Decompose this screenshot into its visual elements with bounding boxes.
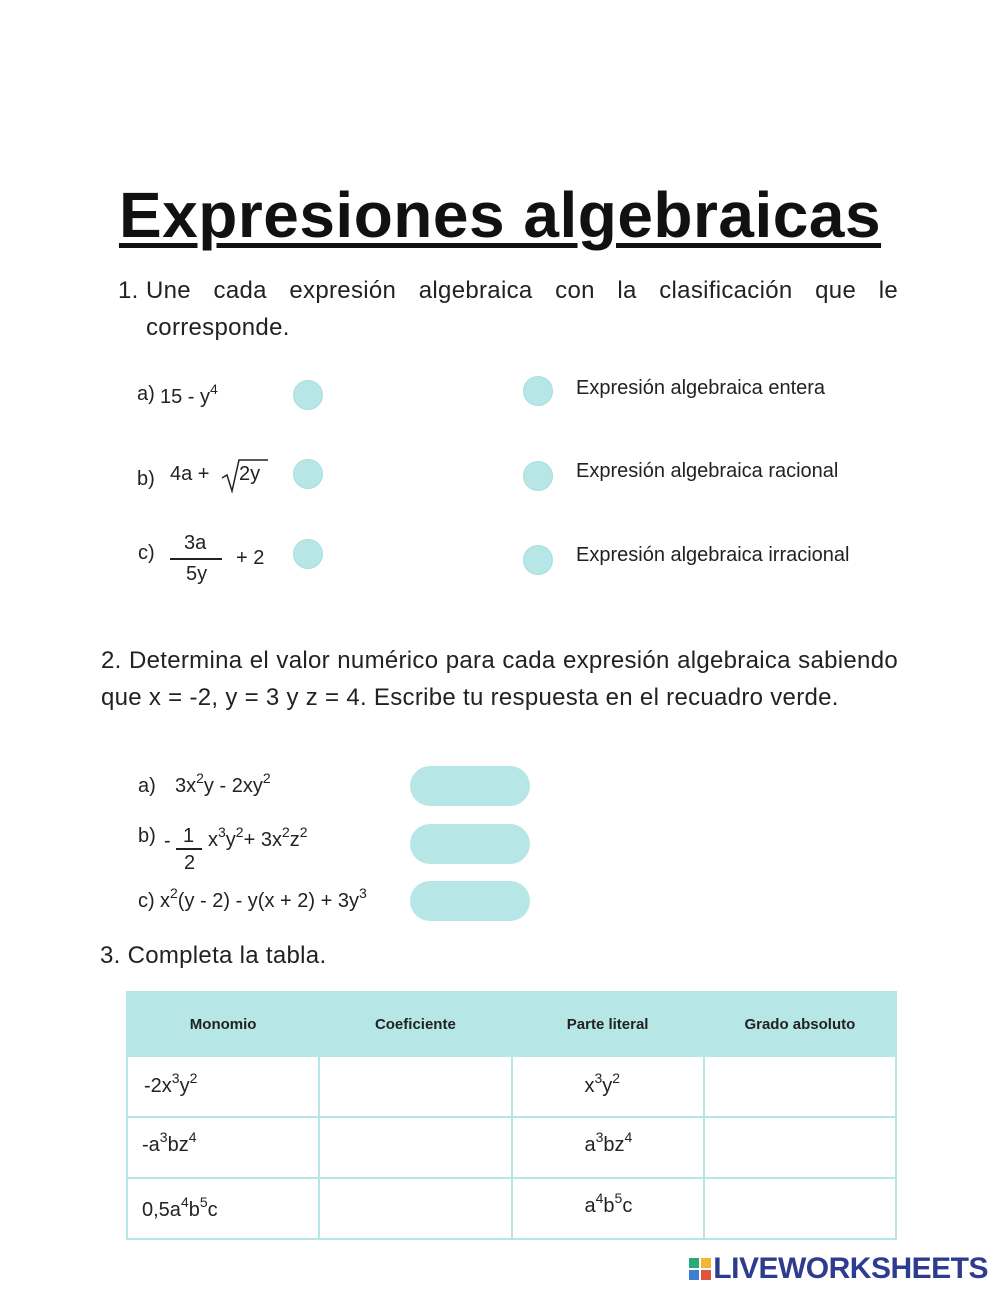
table-header-row	[127, 992, 896, 1056]
cell-monomio: $-a^3bz^4$	[127, 1117, 319, 1178]
section1-number: 1.	[118, 277, 139, 304]
brand-name: LIVEWORKSHEETS	[713, 1252, 988, 1285]
match-dot-c[interactable]	[293, 539, 323, 569]
item-c-label: c)	[138, 542, 155, 564]
item-a-label: a)	[137, 383, 155, 405]
cell-monomio: $-2x^3y^2$	[127, 1056, 319, 1117]
fraction-bar	[176, 848, 202, 850]
match-dot-entera[interactable]	[523, 376, 553, 406]
section2-instruction: 2. Determina el valor numérico para cada expresión algebraica sabiendo que x = -2, y = 3 y z = 4. Escribe tu respuesta en el recuadro verde.	[101, 647, 898, 711]
cell-grado-input[interactable]	[704, 1178, 896, 1239]
monomial-table	[126, 991, 897, 1240]
item2-b-label: b)	[138, 825, 156, 847]
match-dot-irracional[interactable]	[523, 545, 553, 575]
cell-monomio: $0,5a^4b^5c$	[127, 1178, 319, 1239]
item2-a-label: a)	[138, 775, 156, 797]
item2-b-expression: $x^3y^2+ 3x^2z^2$	[208, 824, 308, 851]
item-a-expression: $15 - y^4$	[160, 381, 218, 408]
item2-b-numerator: 1	[183, 825, 195, 847]
table-row	[127, 1056, 896, 1117]
classification-racional: Expresión algebraica racional	[576, 460, 839, 482]
table-row	[127, 1178, 896, 1239]
item2-a-expression: $3x^2y - 2xy^2$	[175, 770, 271, 797]
section1-instruction: Une cada expresión algebraica con la clasificación que le corresponde.	[146, 277, 898, 341]
item2-c-label: c)	[138, 890, 155, 912]
table-row	[127, 1117, 896, 1178]
page-title: Expresiones algebraicas	[118, 179, 882, 251]
header-monomio: Monomio	[127, 992, 319, 1056]
item-c-numerator: 3a	[184, 532, 207, 554]
match-dot-a[interactable]	[293, 380, 323, 410]
answer-box-a[interactable]	[410, 766, 530, 806]
item2-b-denominator: 2	[184, 852, 196, 874]
item2-c-expression: $x^2(y - 2) - y(x + 2) + 3y^3$	[160, 885, 367, 912]
item-b-prefix: 4a +	[170, 463, 210, 485]
answer-box-c[interactable]	[410, 881, 530, 921]
cell-parte-literal: $x^3y^2$	[512, 1056, 704, 1117]
match-dot-racional[interactable]	[523, 461, 553, 491]
liveworksheets-logo	[689, 1252, 988, 1286]
cell-parte-literal: $a^3bz^4$	[512, 1117, 704, 1178]
answer-box-b[interactable]	[410, 824, 530, 864]
match-dot-b[interactable]	[293, 459, 323, 489]
cell-coeficiente-input[interactable]	[319, 1117, 511, 1178]
cell-coeficiente-input[interactable]	[319, 1178, 511, 1239]
item-b-label: b)	[137, 468, 155, 490]
fraction-bar	[170, 558, 222, 560]
item2-b-sign: -	[164, 830, 171, 852]
header-grado-absoluto: Grado absoluto	[704, 992, 896, 1056]
item-b-radicand: 2y	[239, 463, 261, 485]
header-coeficiente: Coeficiente	[319, 992, 511, 1056]
section3-instruction: 3. Completa la tabla.	[100, 942, 327, 969]
classification-entera: Expresión algebraica entera	[576, 377, 826, 399]
cell-coeficiente-input[interactable]	[319, 1056, 511, 1117]
liveworksheets-logo-icon	[689, 1258, 711, 1280]
cell-parte-literal: $a^4b^5c$	[512, 1178, 704, 1239]
cell-grado-input[interactable]	[704, 1117, 896, 1178]
item-c-denominator: 5y	[186, 563, 208, 585]
item-c-suffix: + 2	[236, 547, 265, 569]
classification-irracional: Expresión algebraica irracional	[576, 544, 850, 566]
cell-grado-input[interactable]	[704, 1056, 896, 1117]
header-parte-literal: Parte literal	[512, 992, 704, 1056]
